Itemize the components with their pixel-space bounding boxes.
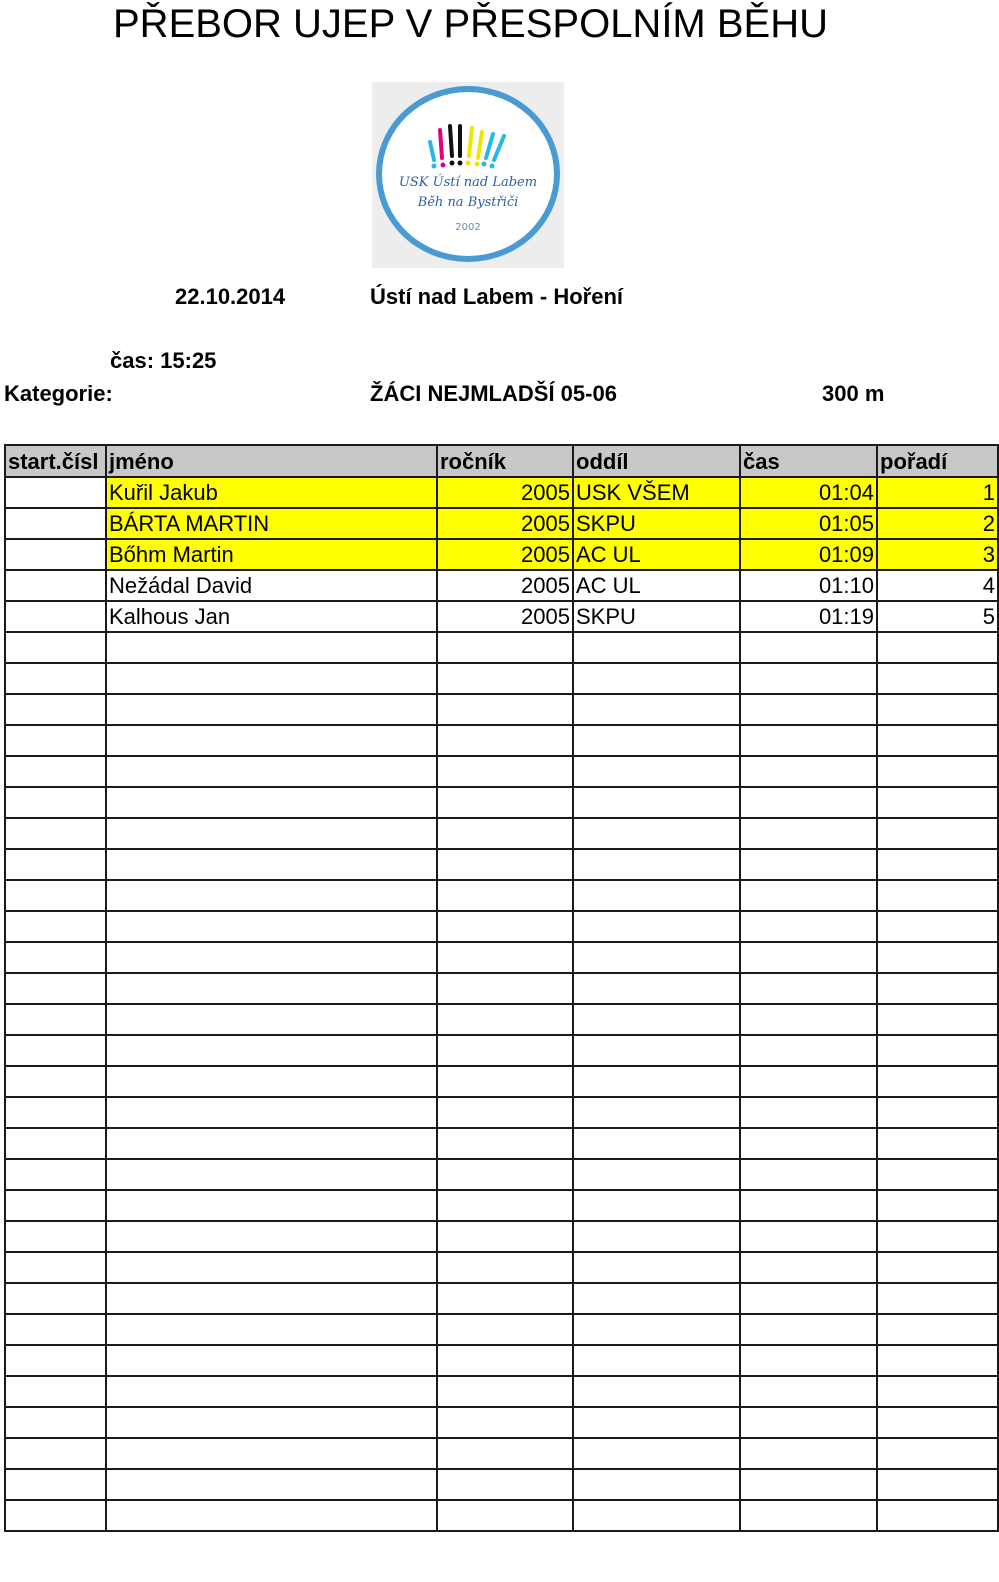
- empty-cell: [106, 942, 437, 973]
- empty-cell: [573, 632, 740, 663]
- empty-cell: [877, 880, 998, 911]
- empty-cell: [573, 663, 740, 694]
- empty-cell: [5, 1066, 106, 1097]
- empty-cell: [573, 1314, 740, 1345]
- start-cell: [5, 570, 106, 601]
- empty-row: [5, 1314, 998, 1345]
- empty-cell: [573, 1500, 740, 1531]
- empty-cell: [740, 1035, 877, 1066]
- empty-row: [5, 663, 998, 694]
- empty-cell: [877, 787, 998, 818]
- year-cell: 2005: [437, 570, 573, 601]
- time-cell: 01:10: [740, 570, 877, 601]
- empty-cell: [877, 1128, 998, 1159]
- col-header-club: oddíl: [573, 445, 740, 477]
- empty-cell: [437, 880, 573, 911]
- empty-cell: [437, 1190, 573, 1221]
- empty-cell: [106, 1159, 437, 1190]
- empty-cell: [877, 942, 998, 973]
- empty-cell: [437, 1035, 573, 1066]
- empty-cell: [877, 1283, 998, 1314]
- empty-cell: [106, 1345, 437, 1376]
- empty-cell: [5, 663, 106, 694]
- table-row: [5, 570, 998, 601]
- empty-cell: [437, 1500, 573, 1531]
- empty-cell: [5, 632, 106, 663]
- col-header-start: start.čísl: [5, 445, 106, 477]
- empty-cell: [106, 1469, 437, 1500]
- empty-cell: [5, 756, 106, 787]
- empty-cell: [573, 1035, 740, 1066]
- empty-cell: [106, 1376, 437, 1407]
- empty-cell: [740, 1128, 877, 1159]
- empty-cell: [106, 911, 437, 942]
- start-cell: [5, 601, 106, 632]
- empty-cell: [740, 1314, 877, 1345]
- empty-row: [5, 725, 998, 756]
- empty-cell: [5, 1500, 106, 1531]
- empty-cell: [740, 663, 877, 694]
- empty-row: [5, 849, 998, 880]
- empty-cell: [877, 849, 998, 880]
- club-cell: AC UL: [573, 570, 740, 601]
- empty-cell: [877, 1190, 998, 1221]
- empty-row: [5, 1097, 998, 1128]
- empty-cell: [437, 1252, 573, 1283]
- empty-cell: [5, 818, 106, 849]
- empty-cell: [437, 1283, 573, 1314]
- empty-cell: [106, 694, 437, 725]
- empty-cell: [106, 663, 437, 694]
- results-table: [4, 444, 999, 1532]
- empty-cell: [877, 1314, 998, 1345]
- empty-cell: [437, 849, 573, 880]
- empty-cell: [106, 787, 437, 818]
- category-label: Kategorie:: [4, 381, 113, 406]
- name-cell: Kalhous Jan: [106, 601, 437, 632]
- logo-text-1: USK Ústí nad Labem: [398, 175, 538, 190]
- rank-cell: 4: [877, 570, 998, 601]
- empty-cell: [5, 1004, 106, 1035]
- name-cell: Nežádal David: [106, 570, 437, 601]
- year-cell: 2005: [437, 477, 573, 508]
- empty-cell: [437, 1407, 573, 1438]
- empty-cell: [740, 880, 877, 911]
- table-header-row: [5, 445, 998, 477]
- empty-cell: [740, 632, 877, 663]
- empty-cell: [877, 632, 998, 663]
- empty-cell: [877, 694, 998, 725]
- empty-cell: [573, 1283, 740, 1314]
- empty-cell: [740, 1066, 877, 1097]
- empty-row: [5, 1376, 998, 1407]
- empty-cell: [437, 1376, 573, 1407]
- empty-cell: [877, 1438, 998, 1469]
- col-header-rank: pořadí: [877, 445, 998, 477]
- club-cell: SKPU: [573, 601, 740, 632]
- empty-cell: [877, 1221, 998, 1252]
- empty-cell: [5, 1190, 106, 1221]
- empty-cell: [740, 1190, 877, 1221]
- time-cell: 01:09: [740, 539, 877, 570]
- empty-row: [5, 1159, 998, 1190]
- empty-cell: [877, 1252, 998, 1283]
- empty-cell: [106, 756, 437, 787]
- table-row: [5, 508, 998, 539]
- event-date: 22.10.2014: [175, 284, 286, 309]
- empty-cell: [573, 1221, 740, 1252]
- empty-row: [5, 911, 998, 942]
- empty-cell: [740, 1221, 877, 1252]
- empty-row: [5, 1283, 998, 1314]
- empty-cell: [106, 1500, 437, 1531]
- empty-cell: [437, 694, 573, 725]
- empty-cell: [573, 725, 740, 756]
- empty-cell: [106, 973, 437, 1004]
- empty-cell: [106, 1438, 437, 1469]
- rank-cell: 5: [877, 601, 998, 632]
- empty-cell: [740, 725, 877, 756]
- empty-row: [5, 818, 998, 849]
- empty-cell: [877, 756, 998, 787]
- empty-cell: [573, 1128, 740, 1159]
- empty-cell: [877, 1035, 998, 1066]
- empty-cell: [740, 787, 877, 818]
- empty-cell: [437, 973, 573, 1004]
- empty-cell: [106, 632, 437, 663]
- empty-cell: [437, 1221, 573, 1252]
- empty-cell: [437, 1159, 573, 1190]
- empty-cell: [573, 1066, 740, 1097]
- empty-cell: [573, 787, 740, 818]
- race-distance: 300 m: [822, 381, 885, 406]
- name-cell: BÁRTA MARTIN: [106, 508, 437, 539]
- table-row: [5, 601, 998, 632]
- event-logo: [372, 82, 564, 268]
- empty-cell: [437, 725, 573, 756]
- empty-cell: [877, 1066, 998, 1097]
- empty-cell: [5, 942, 106, 973]
- empty-cell: [877, 663, 998, 694]
- empty-cell: [877, 1097, 998, 1128]
- empty-cell: [740, 849, 877, 880]
- empty-cell: [573, 1190, 740, 1221]
- empty-cell: [877, 1407, 998, 1438]
- empty-cell: [437, 942, 573, 973]
- empty-cell: [5, 1159, 106, 1190]
- empty-cell: [877, 911, 998, 942]
- empty-row: [5, 694, 998, 725]
- empty-cell: [740, 756, 877, 787]
- empty-cell: [740, 1159, 877, 1190]
- table-row: [5, 539, 998, 570]
- empty-cell: [573, 942, 740, 973]
- empty-cell: [740, 1097, 877, 1128]
- empty-cell: [5, 1314, 106, 1345]
- empty-cell: [573, 1159, 740, 1190]
- empty-row: [5, 1004, 998, 1035]
- name-cell: Kuřil Jakub: [106, 477, 437, 508]
- event-time: čas: 15:25: [110, 348, 217, 373]
- empty-cell: [106, 1097, 437, 1128]
- start-cell: [5, 477, 106, 508]
- empty-cell: [437, 911, 573, 942]
- empty-cell: [106, 880, 437, 911]
- empty-cell: [573, 880, 740, 911]
- empty-cell: [106, 1407, 437, 1438]
- empty-cell: [573, 756, 740, 787]
- empty-cell: [740, 1376, 877, 1407]
- empty-cell: [740, 911, 877, 942]
- empty-cell: [106, 1066, 437, 1097]
- empty-cell: [877, 1159, 998, 1190]
- empty-cell: [5, 1469, 106, 1500]
- empty-cell: [437, 1128, 573, 1159]
- empty-cell: [740, 1438, 877, 1469]
- empty-cell: [106, 1035, 437, 1066]
- empty-cell: [877, 1345, 998, 1376]
- empty-cell: [740, 1345, 877, 1376]
- empty-row: [5, 1438, 998, 1469]
- empty-cell: [877, 973, 998, 1004]
- empty-cell: [877, 818, 998, 849]
- empty-cell: [106, 1221, 437, 1252]
- year-cell: 2005: [437, 539, 573, 570]
- empty-cell: [740, 1500, 877, 1531]
- category-name: ŽÁCI NEJMLADŠÍ 05-06: [370, 381, 617, 406]
- empty-cell: [437, 1066, 573, 1097]
- empty-cell: [5, 1407, 106, 1438]
- empty-row: [5, 1252, 998, 1283]
- empty-row: [5, 787, 998, 818]
- empty-row: [5, 1469, 998, 1500]
- empty-cell: [5, 1283, 106, 1314]
- club-cell: AC UL: [573, 539, 740, 570]
- empty-row: [5, 1221, 998, 1252]
- empty-cell: [437, 632, 573, 663]
- time-cell: 01:04: [740, 477, 877, 508]
- logo-year: 2002: [455, 222, 481, 233]
- empty-cell: [740, 818, 877, 849]
- table-row: [5, 477, 998, 508]
- empty-cell: [437, 787, 573, 818]
- empty-cell: [877, 1469, 998, 1500]
- empty-cell: [106, 849, 437, 880]
- empty-cell: [573, 694, 740, 725]
- empty-cell: [573, 1469, 740, 1500]
- empty-cell: [740, 1004, 877, 1035]
- empty-row: [5, 1066, 998, 1097]
- empty-row: [5, 756, 998, 787]
- col-header-time: čas: [740, 445, 877, 477]
- empty-cell: [5, 694, 106, 725]
- empty-cell: [106, 1283, 437, 1314]
- empty-cell: [5, 880, 106, 911]
- empty-row: [5, 973, 998, 1004]
- empty-cell: [5, 1438, 106, 1469]
- empty-cell: [106, 1128, 437, 1159]
- empty-cell: [437, 756, 573, 787]
- empty-cell: [437, 818, 573, 849]
- empty-cell: [437, 1469, 573, 1500]
- empty-cell: [5, 1221, 106, 1252]
- empty-cell: [573, 1004, 740, 1035]
- time-cell: 01:05: [740, 508, 877, 539]
- col-header-year: ročník: [437, 445, 573, 477]
- empty-cell: [573, 1252, 740, 1283]
- empty-cell: [106, 1004, 437, 1035]
- empty-cell: [5, 725, 106, 756]
- page-title: PŘEBOR UJEP V PŘESPOLNÍM BĚHU: [113, 2, 828, 46]
- empty-cell: [740, 1407, 877, 1438]
- event-location: Ústí nad Labem - Hoření: [370, 284, 624, 309]
- empty-cell: [106, 818, 437, 849]
- empty-row: [5, 1345, 998, 1376]
- empty-cell: [573, 849, 740, 880]
- empty-cell: [5, 1252, 106, 1283]
- empty-cell: [5, 1097, 106, 1128]
- empty-cell: [437, 1438, 573, 1469]
- empty-cell: [740, 973, 877, 1004]
- logo-text-2: Běh na Bystřiči: [417, 195, 519, 210]
- empty-cell: [877, 1004, 998, 1035]
- time-cell: 01:19: [740, 601, 877, 632]
- empty-row: [5, 1190, 998, 1221]
- empty-cell: [740, 1469, 877, 1500]
- empty-cell: [877, 1376, 998, 1407]
- empty-cell: [5, 1035, 106, 1066]
- empty-cell: [573, 911, 740, 942]
- empty-row: [5, 1500, 998, 1531]
- empty-cell: [106, 725, 437, 756]
- empty-cell: [573, 1345, 740, 1376]
- rank-cell: 2: [877, 508, 998, 539]
- rank-cell: 3: [877, 539, 998, 570]
- empty-cell: [5, 849, 106, 880]
- empty-row: [5, 1035, 998, 1066]
- empty-row: [5, 632, 998, 663]
- empty-cell: [573, 1097, 740, 1128]
- name-cell: Bőhm Martin: [106, 539, 437, 570]
- empty-cell: [5, 1376, 106, 1407]
- empty-cell: [106, 1314, 437, 1345]
- empty-cell: [106, 1252, 437, 1283]
- year-cell: 2005: [437, 601, 573, 632]
- empty-cell: [740, 942, 877, 973]
- empty-cell: [877, 1500, 998, 1531]
- empty-row: [5, 1407, 998, 1438]
- col-header-name: jméno: [106, 445, 437, 477]
- empty-cell: [437, 1345, 573, 1376]
- empty-cell: [5, 1128, 106, 1159]
- empty-cell: [573, 1376, 740, 1407]
- empty-cell: [437, 1097, 573, 1128]
- empty-cell: [106, 1190, 437, 1221]
- empty-cell: [437, 1004, 573, 1035]
- empty-cell: [740, 1252, 877, 1283]
- rank-cell: 1: [877, 477, 998, 508]
- empty-cell: [740, 1283, 877, 1314]
- club-cell: SKPU: [573, 508, 740, 539]
- year-cell: 2005: [437, 508, 573, 539]
- empty-cell: [740, 694, 877, 725]
- empty-cell: [5, 1345, 106, 1376]
- empty-cell: [437, 663, 573, 694]
- empty-cell: [573, 818, 740, 849]
- start-cell: [5, 508, 106, 539]
- empty-cell: [573, 973, 740, 1004]
- empty-row: [5, 942, 998, 973]
- empty-cell: [5, 911, 106, 942]
- club-cell: USK VŠEM: [573, 477, 740, 508]
- empty-cell: [573, 1407, 740, 1438]
- empty-cell: [437, 1314, 573, 1345]
- empty-cell: [5, 787, 106, 818]
- start-cell: [5, 539, 106, 570]
- empty-cell: [573, 1438, 740, 1469]
- empty-cell: [877, 725, 998, 756]
- empty-row: [5, 1128, 998, 1159]
- empty-cell: [5, 973, 106, 1004]
- empty-row: [5, 880, 998, 911]
